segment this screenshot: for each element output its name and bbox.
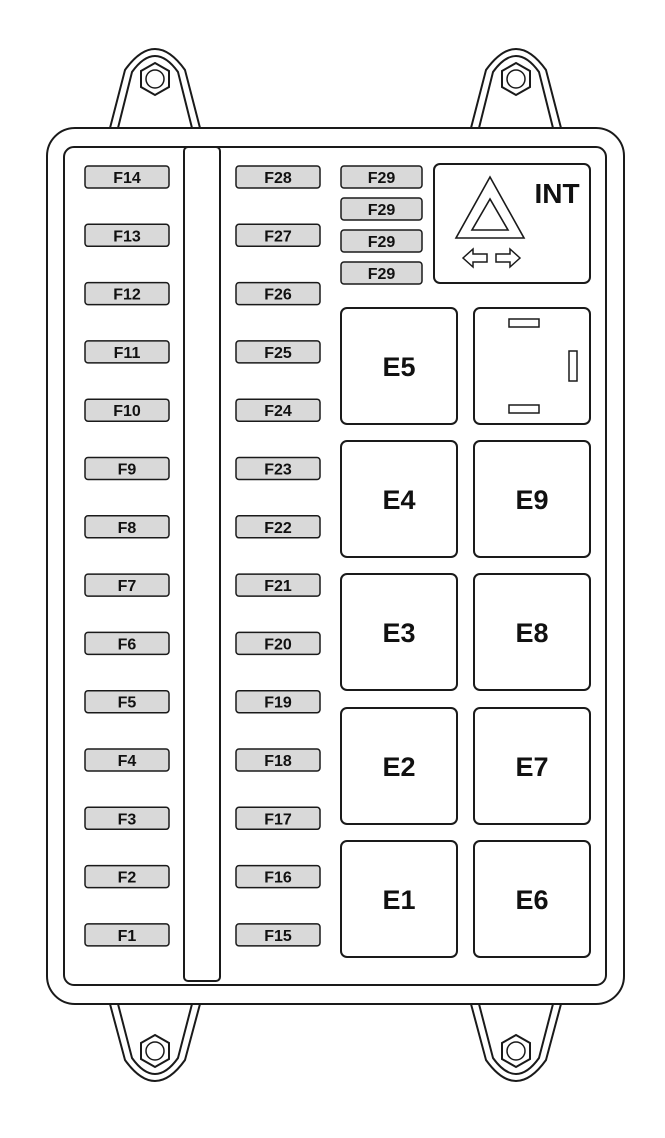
relay-e8	[474, 574, 590, 690]
fuse-label: F12	[113, 286, 141, 304]
fuse-f29	[341, 166, 422, 188]
fuse-f19	[236, 691, 320, 713]
relay-label: E7	[515, 752, 549, 782]
fuse-label: F2	[117, 869, 137, 887]
fuse-f28	[236, 166, 320, 188]
fuse-f29	[341, 262, 422, 284]
fuse-label: F29	[367, 170, 396, 187]
fuse-label: F16	[264, 869, 292, 887]
fuse-label: F21	[264, 578, 292, 596]
fuse-label: F3	[117, 811, 137, 829]
socket-pin-slot	[569, 351, 577, 381]
fuse-label: F9	[117, 461, 137, 479]
empty-relay-socket	[474, 308, 590, 424]
fuse-label: F20	[264, 636, 292, 654]
fuse-label: F1	[117, 927, 137, 945]
fuse-f24	[236, 399, 320, 421]
fuse-f14	[85, 166, 169, 188]
fuse-f29	[341, 198, 422, 220]
hazard-switch-label: INT	[534, 178, 580, 209]
relay-e4	[341, 441, 457, 557]
fuse-f15	[236, 924, 320, 946]
fuse-label: F15	[264, 927, 292, 945]
fuse-f12	[85, 283, 169, 305]
fuse-label: F17	[264, 811, 292, 829]
fuse-f5	[85, 691, 169, 713]
fuse-label: F25	[264, 344, 292, 362]
fuse-label: F24	[264, 403, 292, 421]
fuse-f9	[85, 458, 169, 480]
fuse-f3	[85, 807, 169, 829]
relay-e3	[341, 574, 457, 690]
socket-pin-slot	[509, 319, 539, 327]
relay-e6	[474, 841, 590, 957]
fuse-label: F5	[117, 694, 137, 712]
fuse-label: F28	[264, 170, 292, 187]
fuse-f8	[85, 516, 169, 538]
fuse-f29	[341, 230, 422, 252]
fuse-label: F14	[113, 170, 141, 187]
relay-label: E9	[515, 485, 549, 515]
fuse-label: F13	[113, 228, 141, 246]
mounting-bolt-icon	[141, 63, 169, 95]
fuse-label: F29	[367, 202, 396, 219]
fuse-f26	[236, 283, 320, 305]
fuse-f20	[236, 632, 320, 654]
fuse-label: F6	[117, 636, 137, 654]
relay-label: E1	[382, 885, 416, 915]
socket-pin-slot	[509, 405, 539, 413]
fuse-label: F23	[264, 461, 292, 479]
fuse-f27	[236, 224, 320, 246]
fuse-f18	[236, 749, 320, 771]
fuse-f7	[85, 574, 169, 596]
fuse-f22	[236, 516, 320, 538]
fuse-f25	[236, 341, 320, 363]
fuse-label: F19	[264, 694, 292, 712]
mounting-bolt-icon	[502, 63, 530, 95]
fuse-f2	[85, 866, 169, 888]
fuse-f13	[85, 224, 169, 246]
relay-e9	[474, 441, 590, 557]
fuse-f16	[236, 866, 320, 888]
fuse-f17	[236, 807, 320, 829]
relay-e7	[474, 708, 590, 824]
relay-label: E3	[382, 618, 416, 648]
fuse-label: F4	[117, 753, 137, 770]
fuse-label: F7	[117, 578, 137, 596]
relay-label: E6	[515, 885, 549, 915]
relay-e5	[341, 308, 457, 424]
fuse-f1	[85, 924, 169, 946]
fuse-label: F29	[367, 234, 396, 251]
fuse-label: F29	[367, 266, 396, 283]
hazard-switch	[434, 164, 590, 283]
relay-e2	[341, 708, 457, 824]
fuse-label: F18	[264, 753, 292, 770]
fuse-label: F11	[113, 344, 141, 362]
fuse-label: F26	[264, 286, 292, 304]
relay-e1	[341, 841, 457, 957]
mounting-bolt-icon	[502, 1035, 530, 1067]
relay-label: E5	[382, 352, 416, 382]
fuse-label: F27	[264, 228, 292, 246]
fuse-f23	[236, 458, 320, 480]
fuse-label: F22	[264, 519, 292, 537]
fuse-label: F8	[117, 519, 137, 537]
fuse-f6	[85, 632, 169, 654]
fuse-f21	[236, 574, 320, 596]
mounting-bolt-icon	[141, 1035, 169, 1067]
fuse-f4	[85, 749, 169, 771]
fuse-f11	[85, 341, 169, 363]
fuse-f10	[85, 399, 169, 421]
separator-strip	[184, 147, 220, 981]
relay-label: E2	[382, 752, 416, 782]
relay-label: E4	[382, 485, 416, 515]
fuse-label: F10	[113, 403, 141, 421]
relay-label: E8	[515, 618, 549, 648]
